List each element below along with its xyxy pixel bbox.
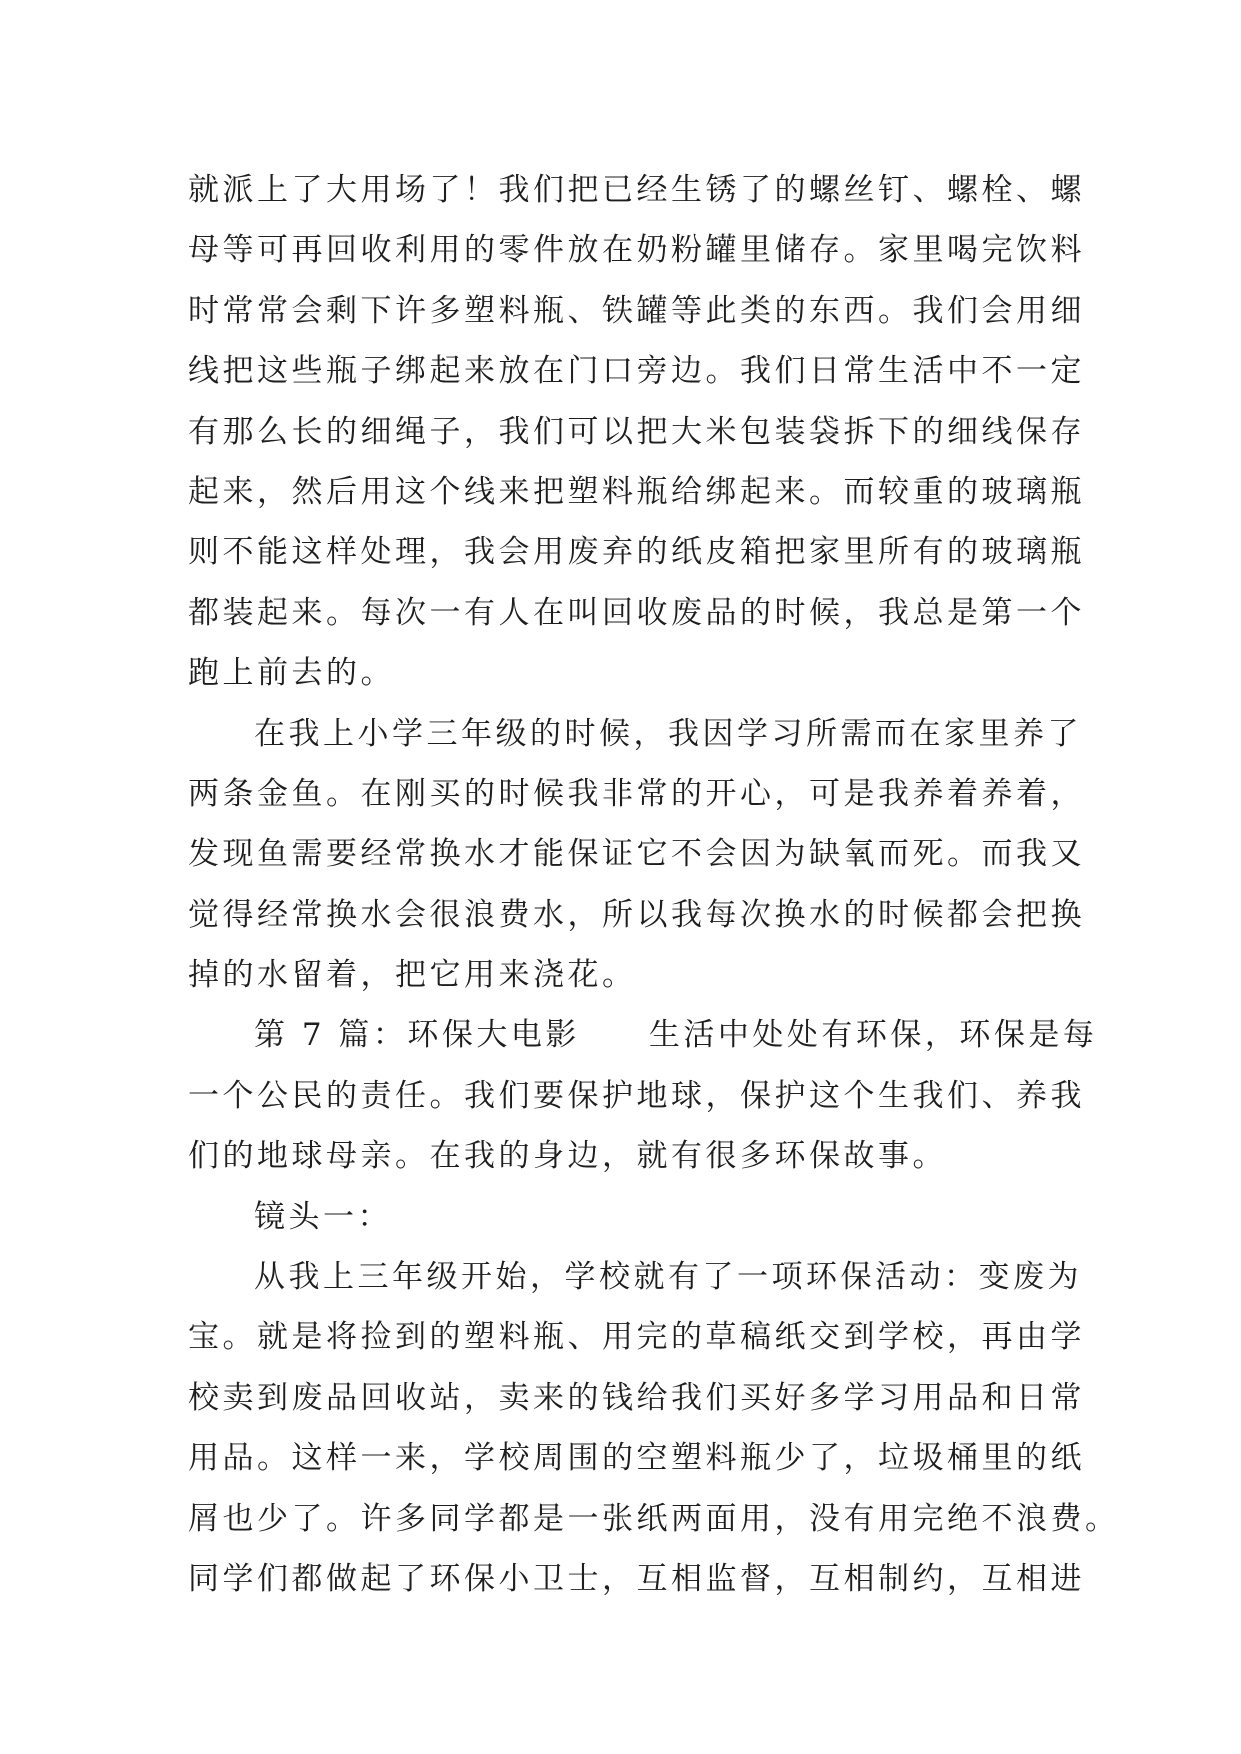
text-line: 们的地球母亲。在我的身边，就有很多环保故事。 [188,1138,947,1175]
text-line: 跑上前去的。 [188,655,395,692]
text-line: 有那么长的细绳子，我们可以把大米包装袋拆下的细线保存 [188,413,1085,450]
text-line: 掉的水留着，把它用来浇花。 [188,957,637,994]
text-line: 发现鱼需要经常换水才能保证它不会因为缺氧而死。而我又 [188,836,1085,873]
text-line: 第 7 篇：环保大电影 生活中处处有环保，环保是每 [254,1017,1098,1054]
text-line: 时常常会剩下许多塑料瓶、铁罐等此类的东西。我们会用细 [188,292,1085,329]
text-line: 都装起来。每次一有人在叫回收废品的时候，我总是第一个 [188,594,1085,631]
text-line: 宝。就是将捡到的塑料瓶、用完的草稿纸交到学校，再由学 [188,1319,1085,1356]
text-line: 母等可再回收利用的零件放在奶粉罐里储存。家里喝完饮料 [188,232,1085,269]
text-line: 镜头一： [254,1198,392,1235]
text-line: 一个公民的责任。我们要保护地球，保护这个生我们、养我 [188,1077,1085,1114]
text-line: 线把这些瓶子绑起来放在门口旁边。我们日常生活中不一定 [188,353,1085,390]
text-line: 两条金鱼。在刚买的时候我非常的开心，可是我养着养着， [188,775,1085,812]
text-line: 用品。这样一来，学校周围的空塑料瓶少了，垃圾桶里的纸 [188,1440,1085,1477]
text-line: 在我上小学三年级的时候，我因学习所需而在家里养了 [254,715,1082,752]
text-line: 屑也少了。许多同学都是一张纸两面用，没有用完绝不浪费。 [188,1500,1120,1537]
text-line: 同学们都做起了环保小卫士，互相监督，互相制约，互相进 [188,1560,1085,1597]
text-line: 从我上三年级开始，学校就有了一项环保活动：变废为 [254,1259,1082,1296]
text-line: 校卖到废品回收站，卖来的钱给我们买好多学习用品和日常 [188,1379,1085,1416]
document-body [188,160,1120,1609]
text-line: 则不能这样处理，我会用废弃的纸皮箱把家里所有的玻璃瓶 [188,534,1085,571]
text-line: 起来，然后用这个线来把塑料瓶给绑起来。而较重的玻璃瓶 [188,473,1085,510]
text-line: 觉得经常换水会很浪费水，所以我每次换水的时候都会把换 [188,896,1085,933]
text-line: 就派上了大用场了！我们把已经生锈了的螺丝钉、螺栓、螺 [188,172,1085,208]
